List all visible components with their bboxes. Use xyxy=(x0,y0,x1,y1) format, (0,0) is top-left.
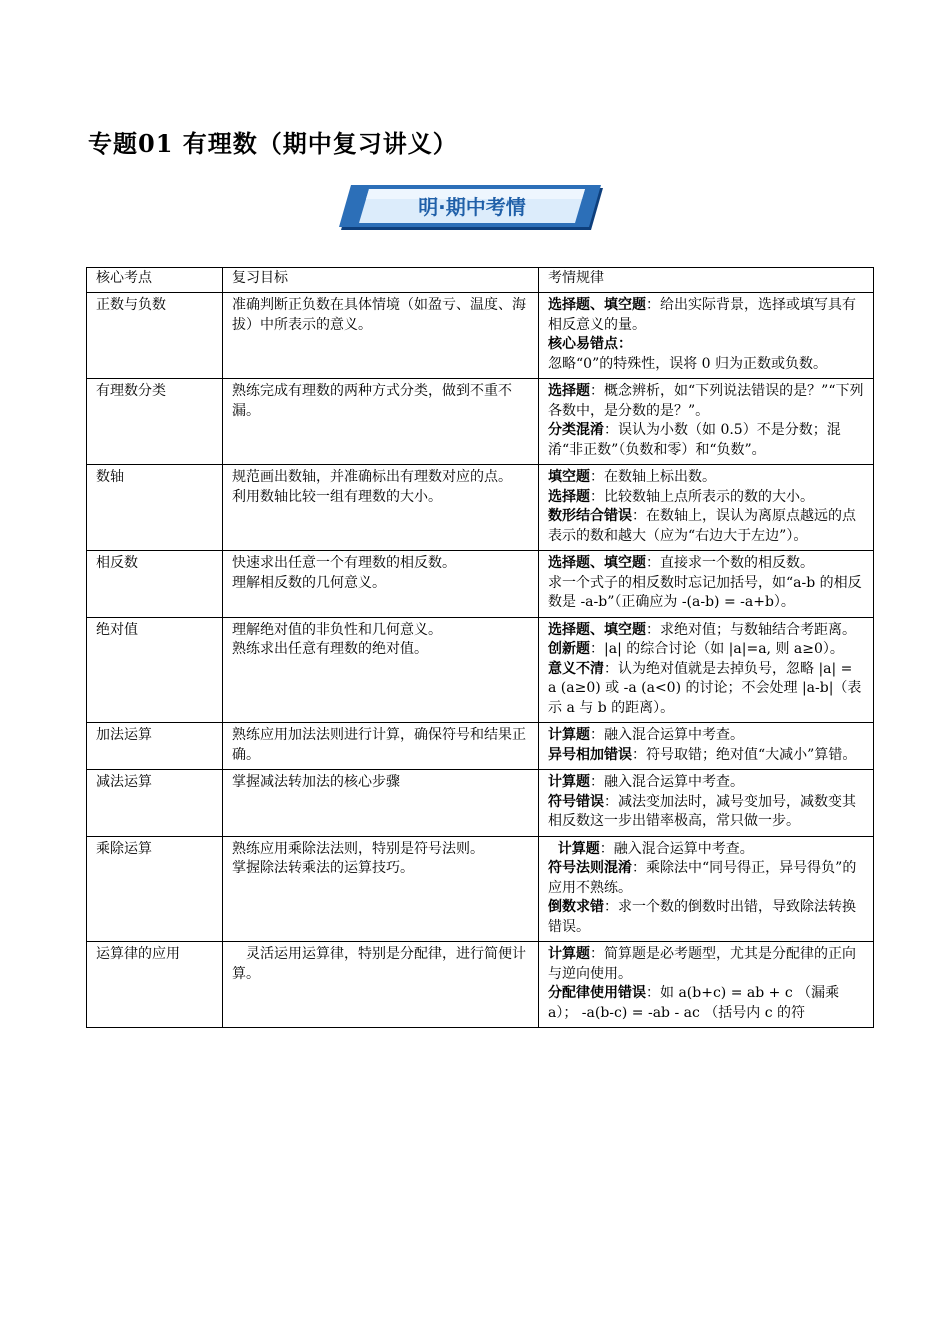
patterns-cell xyxy=(539,836,874,942)
pattern-text: ：求一个数的倒数时出错，导致除法转换错误。 xyxy=(548,899,856,935)
pattern-text: ：简算题是必考题型，尤其是分配律的正向与逆向使用。 xyxy=(548,946,856,982)
pattern-label: 符号错误 xyxy=(548,793,604,810)
patterns-cell xyxy=(539,379,874,465)
pattern-label: 选择题 xyxy=(548,383,590,399)
pattern-label: 填空题 xyxy=(548,469,590,485)
pattern-text: ：认为绝对值就是去掉负号，忽略 |a| = a (a≥0) 或 -a (a<0) 的讨论；不会处理 |a-b|（表示 a 与 b 的距离）。 xyxy=(548,660,862,716)
header-goals: 复习目标 xyxy=(223,268,539,293)
pattern-text: ：求绝对值；与数轴结合考距离。 xyxy=(646,621,856,638)
patterns-cell xyxy=(539,723,874,770)
topic-cell: 正数与负数 xyxy=(87,293,223,379)
pattern-line xyxy=(548,335,865,355)
review-table xyxy=(86,267,874,1028)
topic-cell: 运算律的应用 xyxy=(87,942,223,1028)
pattern-text: ：乘除法中“同号得正，异号得负”的应用不熟练。 xyxy=(548,860,857,896)
pattern-line xyxy=(548,859,865,898)
goals-cell xyxy=(223,836,539,942)
patterns-cell xyxy=(539,617,874,723)
pattern-text: ：给出实际背景，选择或填写具有相反意义的量。 xyxy=(548,297,856,333)
pattern-label: 计算题 xyxy=(548,774,590,790)
pattern-label: 倒数求错 xyxy=(548,899,604,915)
goal-line: 快速求出任意一个有理数的相反数。 xyxy=(232,555,456,571)
goal-line: 掌握除法转乘法的运算技巧。 xyxy=(232,860,414,876)
topic-cell: 绝对值 xyxy=(87,617,223,723)
pattern-line xyxy=(548,382,865,421)
patterns-cell xyxy=(539,770,874,837)
pattern-label: 选择题 xyxy=(548,488,590,505)
table-row xyxy=(87,617,874,723)
table-row xyxy=(87,465,874,551)
pattern-text: ：融入混合运算中考查。 xyxy=(599,840,754,857)
table-row xyxy=(87,293,874,379)
pattern-line xyxy=(548,793,865,832)
goal-line: 掌握减法转加法的核心步骤 xyxy=(232,774,400,790)
pattern-text: ：符号取错；绝对值“大减小”算错。 xyxy=(632,746,857,763)
pattern-text: 忽略“0”的特殊性，误将 0 归为正数或负数。 xyxy=(548,355,828,372)
pattern-label: 核心易错点： xyxy=(548,336,632,352)
pattern-line xyxy=(548,945,865,984)
pattern-label: 符号法则混淆 xyxy=(548,860,632,876)
pattern-text: ：融入混合运算中考查。 xyxy=(590,727,744,743)
pattern-text: ：比较数轴上点所表示的数的大小。 xyxy=(590,488,814,505)
topic-cell: 相反数 xyxy=(87,551,223,618)
goals-cell xyxy=(223,770,539,837)
table-row xyxy=(87,723,874,770)
table-row xyxy=(87,836,874,942)
goals-cell xyxy=(223,379,539,465)
pattern-line xyxy=(548,554,865,574)
pattern-text: ：|a| 的综合讨论（如 |a|=a, 则 a≥0）。 xyxy=(590,641,844,657)
header-patterns: 考情规律 xyxy=(539,268,874,293)
goals-cell xyxy=(223,551,539,618)
pattern-line xyxy=(548,296,865,335)
goals-cell xyxy=(223,617,539,723)
table-row xyxy=(87,942,874,1028)
pattern-label: 意义不清 xyxy=(548,660,604,677)
pattern-label: 创新题 xyxy=(548,641,590,657)
section-banner xyxy=(339,182,609,234)
pattern-text: ：误认为小数（如 0.5）不是分数；混淆“非正数”（负数和零）和“负数”。 xyxy=(548,422,841,458)
pattern-line xyxy=(548,660,865,719)
banner-text: 明·期中考情 xyxy=(418,195,526,219)
pattern-line xyxy=(548,898,865,937)
pattern-label: 选择题、填空题 xyxy=(548,297,646,313)
table-row xyxy=(87,770,874,837)
pattern-label: 计算题 xyxy=(548,727,590,743)
patterns-cell xyxy=(539,942,874,1028)
goal-line: 利用数轴比较一组有理数的大小。 xyxy=(232,488,442,505)
pattern-label: 选择题、填空题 xyxy=(548,621,646,638)
goals-cell xyxy=(223,723,539,770)
pattern-text: ：减法变加法时，减号变加号，减数变其相反数这一步出错率极高，常只做一步。 xyxy=(548,793,856,829)
pattern-line xyxy=(548,840,865,860)
table-row xyxy=(87,379,874,465)
goal-line: 熟练应用乘除法法则，特别是符号法则。 xyxy=(232,840,484,857)
header-topic: 核心考点 xyxy=(87,268,223,293)
pattern-label: 异号相加错误 xyxy=(548,746,632,763)
pattern-line xyxy=(548,355,865,375)
topic-cell: 有理数分类 xyxy=(87,379,223,465)
goals-cell xyxy=(223,465,539,551)
goal-line: 熟练求出任意有理数的绝对值。 xyxy=(232,641,428,657)
goal-line: 熟练应用加法法则进行计算，确保符号和结果正确。 xyxy=(232,727,526,763)
topic-cell: 减法运算 xyxy=(87,770,223,837)
goal-line: 准确判断正负数在具体情境（如盈亏、温度、海拔）中所表示的意义。 xyxy=(232,297,526,333)
pattern-line xyxy=(548,421,865,460)
table-row xyxy=(87,551,874,618)
pattern-line xyxy=(548,773,865,793)
goals-cell xyxy=(223,942,539,1028)
patterns-cell xyxy=(539,551,874,618)
pattern-line xyxy=(548,640,865,660)
pattern-line xyxy=(548,621,865,641)
pattern-line xyxy=(548,468,865,488)
goals-cell xyxy=(223,293,539,379)
goal-line: 灵活运用运算律，特别是分配律，进行简便计算。 xyxy=(232,946,526,982)
patterns-cell xyxy=(539,293,874,379)
pattern-line xyxy=(548,574,865,613)
pattern-text: 求一个式子的相反数时忘记加括号，如“a-b 的相反数是 -a-b”（正确应为 -(a-b) = -a+b）。 xyxy=(548,574,862,610)
pattern-label: 计算题 xyxy=(548,840,600,857)
topic-cell: 数轴 xyxy=(87,465,223,551)
pattern-label: 数形结合错误 xyxy=(548,508,632,524)
pattern-text: ：如 a(b+c) = ab + c （漏乘 a）； -a(b-c) = -ab - ac （括号内 c 的符 xyxy=(548,985,840,1021)
goal-line: 熟练完成有理数的两种方式分类，做到不重不漏。 xyxy=(232,383,512,419)
pattern-text: ：概念辨析，如“下列说法错误的是？”“下列各数中，是分数的是？”。 xyxy=(548,383,864,419)
pattern-text: ：在数轴上，误认为离原点越远的点表示的数和越大（应为“右边大于左边”）。 xyxy=(548,508,856,544)
pattern-line xyxy=(548,984,865,1023)
pattern-label: 计算题 xyxy=(548,946,590,962)
patterns-cell xyxy=(539,465,874,551)
goal-line: 理解绝对值的非负性和几何意义。 xyxy=(232,621,442,638)
pattern-line xyxy=(548,507,865,546)
goal-line: 理解相反数的几何意义。 xyxy=(232,574,386,591)
pattern-text: ：融入混合运算中考查。 xyxy=(590,774,744,790)
page-title: 专题01 有理数（期中复习讲义） xyxy=(88,129,458,158)
topic-cell: 加法运算 xyxy=(87,723,223,770)
pattern-label: 分类混淆 xyxy=(548,422,604,438)
pattern-text: ：直接求一个数的相反数。 xyxy=(646,555,814,571)
pattern-line xyxy=(548,746,865,766)
topic-cell: 乘除运算 xyxy=(87,836,223,942)
pattern-text: ：在数轴上标出数。 xyxy=(590,469,716,485)
pattern-line xyxy=(548,488,865,508)
pattern-line xyxy=(548,726,865,746)
goal-line: 规范画出数轴，并准确标出有理数对应的点。 xyxy=(232,469,512,485)
pattern-label: 分配律使用错误 xyxy=(548,985,646,1001)
pattern-label: 选择题、填空题 xyxy=(548,555,646,571)
table-header-row xyxy=(87,268,874,293)
